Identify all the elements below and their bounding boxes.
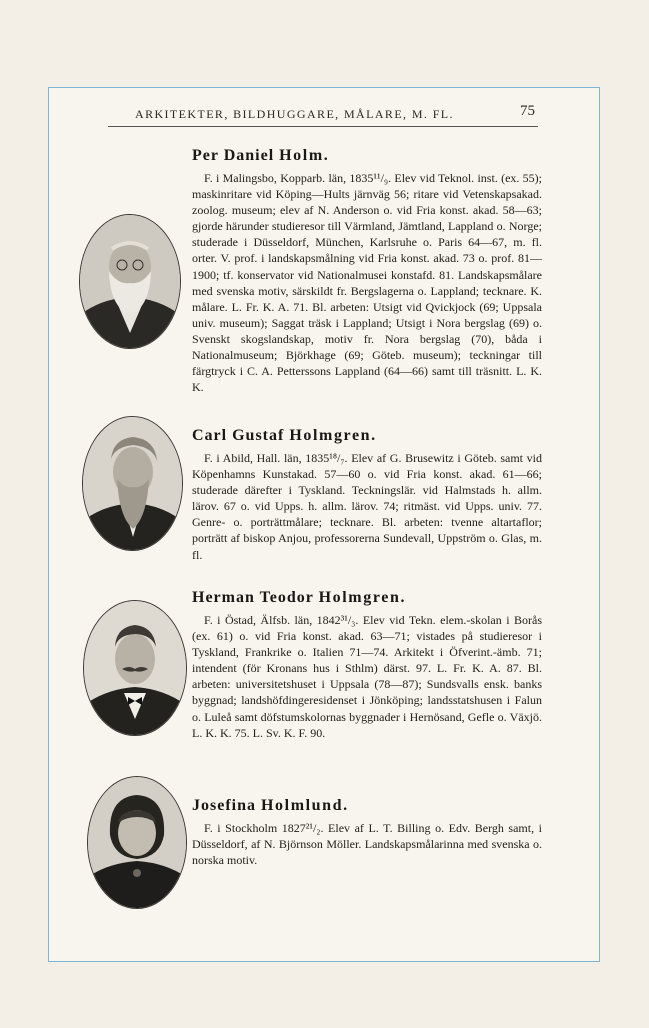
running-head-title: ARKITEKTER, BILDHUGGARE, MÅLARE, M. FL. [135,107,454,121]
entry-text: F. i Östad, Älfsb. län, 1842³¹/₃. Elev vid Tekn. elem.-skolan i Borås (ex. 61) o. vid Fria konst. akad. 63—71; vistades på studieresor i Tyskland, Frankrike o. Italien 71—74. Arkitekt i Öfverint.-ämb. 71; intendent (för Kronans hus i Sthlm) därst. 97. L. Fr. K. A. 87. Bl. arbeten: universitetshuset i Uppsala (78—87); Sundsvalls ensk. banks byggnad; landshöfdingeresidenset i Jönköping; landsstatshusen i Falun o. Luleå samt döfstumskolornas byggnader i Hernösand, Gefle o. Växjö. L. K. K. 75. L. Sv. K. F. 90. [192,613,542,740]
portrait-per-daniel-holm [79,214,181,349]
entry-text: F. i Abild, Hall. län, 1835¹⁸/₇. Elev af G. Brusewitz i Göteb. samt vid Köpenhamns Kunstakad. 57—60 o. vid Fria konst. akad. 61—66; studerade därefter i Tyskland. Teckningslär. vid Halmstads h. allm. lärov. 67 o. vid Upps. h. allm. lärov. 74; ritmäst. vid Upps. univ. 77. Genre- o. porträttmålare; tecknare. Bl. arbeten: tvenne altartaflor; porträtt af biskop Anjou, professorerna Sundevall, Uppström o. Glas, m. fl. [192,451,542,562]
portrait-image [88,777,186,908]
entry-surname: Holmlund. [261,797,349,814]
entry-given-name: Per Daniel [192,147,275,164]
entry-herman-teodor-holmgren [192,588,542,741]
entry-name [192,588,542,608]
entry-surname: Holmgren. [318,589,407,606]
entry-name [192,146,542,166]
portrait-josefina-holmlund [87,776,187,909]
header-rule [108,126,538,127]
entry-josefina-holmlund [192,796,542,868]
entry-name [192,426,542,446]
entry-given-name: Herman Teodor [192,589,314,606]
entry-name [192,796,542,816]
entry-text: F. i Malingsbo, Kopparb. län, 1835¹¹/₉. Elev vid Teknol. inst. (ex. 55); maskinritare vid Köping—Hults järnväg 56; ritare vid Vetenskapsakad. zoolog. museum; elev af N. Anderson o. vid Fria konst. akad. 58—63; gjorde härunder studieresor till Värmland, Jämtland, Lappland o. Norge; studerade i Düsseldorf, München, Karlsruhe o. Paris 64—67, m. fl. orter. V. prof. i landskapsmålning vid Fria konst. akad. 73 o. prof. 81—1900; tf. konservator vid Nationalmusei konstafd. 81. Landskapsmålare med svenska motiv, särskildt fr. Bergslagerna o. Lappland; tecknare. K. målare. L. Fr. K. A. 71. Bl. arbeten: Utsigt vid Qvickjock (69; Uppsala univ. museum); Saggat träsk i Lappland; Utsigt i Nora bergslag (69) o. Svenskt skogslandskap, motiv fr. Nora bergslag (70), båda i Nationalmuseum; Björkhage (69; Göteb. museum); teckningar till färgtryck i C. A. Petterssons Lappland (64—66) samt till träsnitt. L. K. K. [192,171,542,395]
portrait-carl-gustaf-holmgren [82,416,183,551]
entry-text: F. i Stockholm 1827²¹/₂. Elev af L. T. Billing o. Edv. Bergh samt, i Düsseldorf, af N. Björnson Möller. Landskapsmålarinna med svenska o. norska motiv. [192,821,542,868]
entry-surname: Holm. [279,147,330,164]
portrait-image [83,417,182,550]
entry-per-daniel-holm [192,146,542,395]
portrait-herman-teodor-holmgren [83,600,187,736]
page-number: 75 [520,103,535,119]
entry-surname: Holmgren. [289,427,377,444]
entry-given-name: Carl Gustaf [192,427,285,444]
entry-given-name: Josefina [192,797,256,814]
entry-carl-gustaf-holmgren [192,426,542,563]
portrait-image [80,215,180,348]
portrait-image [84,601,186,735]
